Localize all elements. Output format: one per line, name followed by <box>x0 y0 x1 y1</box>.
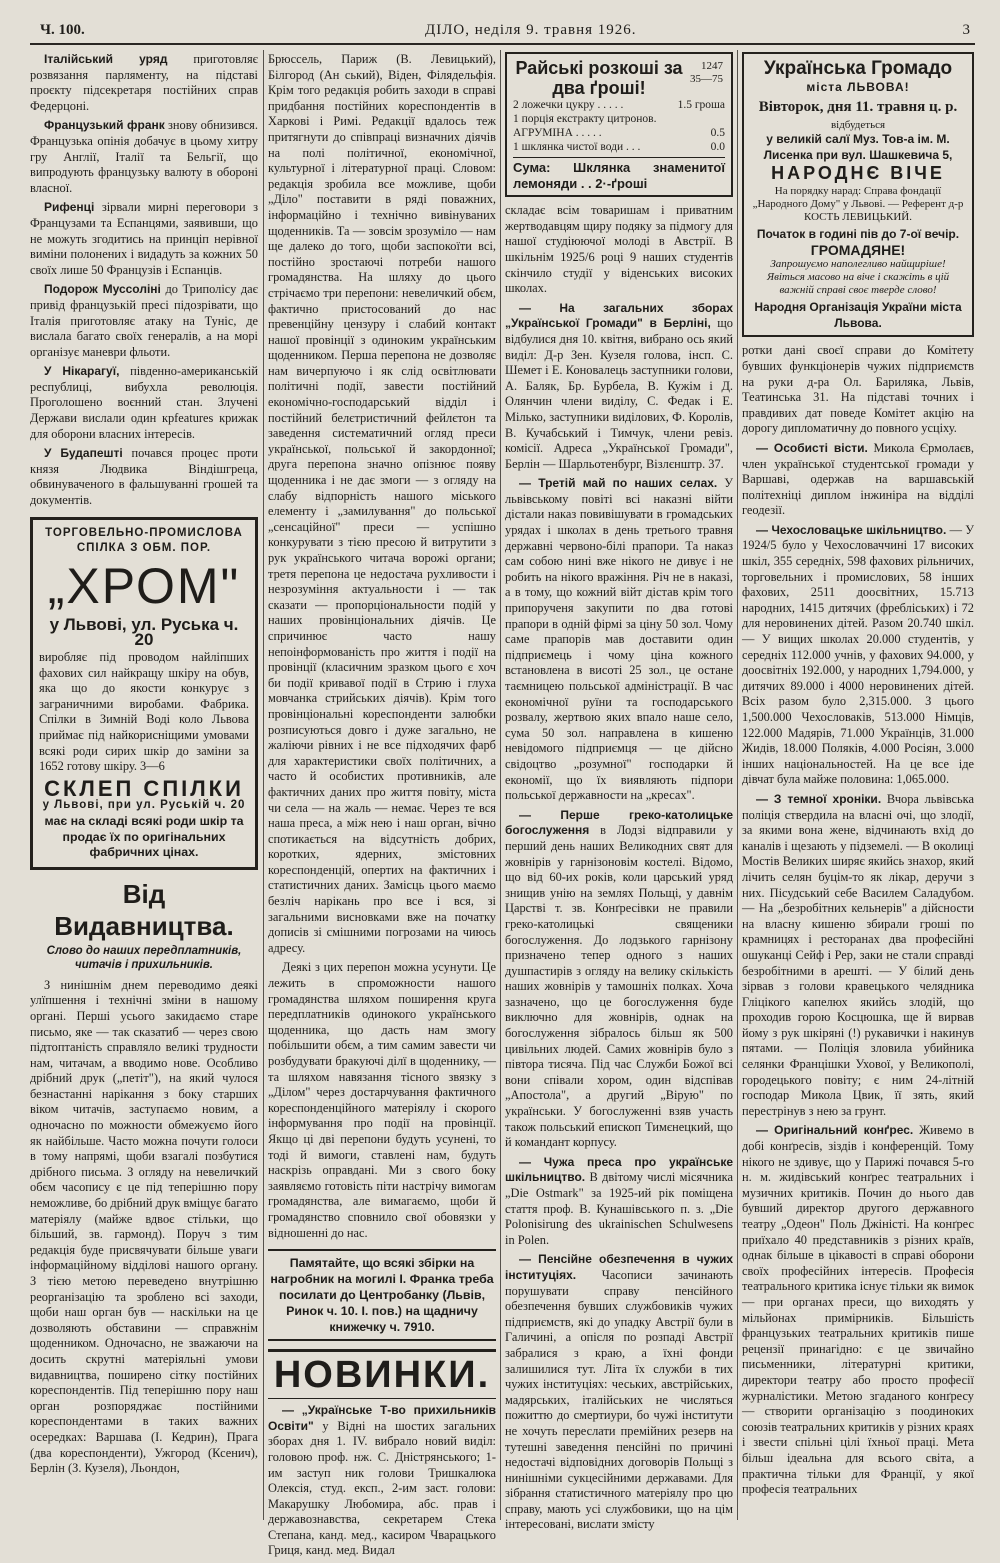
notice-date: Вівторок, дня 11. травня ц. р. <box>758 98 958 115</box>
notice-call: ГРОМАДЯНЕ! <box>810 241 906 258</box>
news-text: до Триполісу дає привід французькій пресі підозрівати, що Італія приготовляє атаку на Туніс, де вислала багато своїх генералів, а на морі організує маневри фльоти. <box>30 282 258 359</box>
notice-subtitle: міста ЛЬВОВА! <box>806 80 910 94</box>
ad-total: Сума: Шклянка знаменитої лемоняди . . 2·-ґроші <box>513 157 725 191</box>
news-item <box>742 792 974 1119</box>
header-rule <box>30 43 975 45</box>
news-text: Живемо в добі конґресів, зіздів і конференцій. Тому нікого не здивує, що у Парижі почався 5-го н. м. жидівський конґрес театральних і музичних критиків. Почин до нього дав бувший директор другого державного театру „Одеон" Поль Джіністі. На конґрес приїхало 40 представників з різних країв, однак більше в цікавості в справі оборони своїх професійних інтересів. Професія театрального критика існує тільки як вимок — при органах преси, що виходять у мільйонах примірників. Більшість французьких театральних критиків пише рецензії принагідно: є це звичайно письменники, літературні критики, директори театру або просто професії журналістики. Метою згаданого конґресу — створити організацію з поодиноких союзів театральних критиків у різних краях і звести спільні цілі їхньої праці. Мета більш ідеальна для всього світа, а практична тільки для Франції, у якої професія театральних <box>742 1123 974 1497</box>
news-lead: — З темної хроніки. <box>756 791 882 806</box>
ad-row <box>513 140 725 154</box>
news-text: що відбулися дня 10. квітня, вибрано ось який виділ: Д-р Зен. Кузеля голова, інсп. С. Шемет і Е. Коновалець заступники голови, А. Баляк, Бр. Бурбела, В. Кужім і Д. Олянчин члени виділу, С. Федак і Е. Мілько, заступники виділових, Ф. Королів, В. Кучабський і Тимчук, члени ревіз. комісії. Адреса „Української Громади", Берлін — Шарльотенбург, Візлєнштр. 37. <box>505 316 733 471</box>
notice-place: у великій салї Муз. Тов-а ім. М. Лисенка при вул. Шашкевича 5, <box>763 132 953 162</box>
publisher-subtitle: Слово до наших передплатників, читачів і прихильників. <box>46 944 242 971</box>
news-item <box>505 1252 733 1533</box>
issue-number: Ч. 100. <box>40 22 85 38</box>
news-item <box>30 364 258 442</box>
news-lead: — Пенсійне обезпечення в чужих інституціях. <box>505 1252 733 1282</box>
row-value: 1.5 гроша <box>677 99 725 111</box>
agrumina-advertisement <box>505 52 733 197</box>
page-header <box>30 22 975 44</box>
page-number: 3 <box>962 22 970 38</box>
ad-title: Райські розкоші за два ґроші! <box>515 58 683 98</box>
news-lead: — Оригінальний конґрес. <box>756 1123 914 1138</box>
row-label: 1 порція екстракту цитронов. <box>513 113 657 125</box>
news-item <box>268 1403 496 1559</box>
ad-row <box>513 126 725 140</box>
news-item <box>742 441 974 519</box>
row-label: АГРУМІНА . . . . . <box>513 127 602 139</box>
news-text: у Відні на шостих загальних зборах дня 1. IV. вибрало новий виділ: головою проф. нж. С. Дністрянського; 1-им заступ ник голови Тришкалюка Олексія, студ. експ., 2-им заст. голови: Макарушку Любомира, абс. прав і державознавства, секретарем Стека Степана, канд. мед., касиром Чварацького Гриця, канд. мед. Видал <box>268 1418 496 1558</box>
news-lead: Французький франк <box>44 118 165 133</box>
news-lead: — Чехословацьке шкільництво. <box>756 522 947 537</box>
row-label: 1 шклянка чистої води . . . <box>513 141 641 153</box>
news-item <box>505 1155 733 1249</box>
notice-agenda: На порядку нарад: Справа фондації „Народного Дому" у Львові. — Референт д-р КОСТЬ ЛЕВИЦЬКИЙ. <box>752 184 964 223</box>
notice-title: Українська Громадо <box>763 58 953 79</box>
news-item <box>30 446 258 508</box>
news-lead: Італійський уряд <box>44 52 168 66</box>
news-item <box>505 301 733 473</box>
news-text: приготовляє розвязання парляменту, на підставі проєкту підсекретаря постійних справ Федерцоні. <box>30 52 258 113</box>
news-item <box>505 808 733 1151</box>
ad-brand: „ХРОМ" <box>47 557 241 614</box>
news-text: Часописи зачинають порушувати справу пенсійного обезпечення бувших службовиків чужих підприємств, які до упадку Австрії були в Галичині, а опісля по розпаді Австрії забралися з краю, а їхні фонди залишилися тут. Літа їх служби в тих чужих інституціях: чеських, австрійських, мадярських, італійських не числяться пожиттю до смертиури, бо чужі інститути не хочуть переслати премійних резерв на тутешні заведення пенсійні по причині недостачі відповідних договорів Польщі з нинішніми сукцесійними державами. Для зібрання статистичного матеріялу про цю справу, мають усі службовики, що на цім інтересовані, вислати змісту <box>505 1267 733 1532</box>
ad-company-form: СПІЛКА З ОБМ. ПОР. <box>76 542 212 555</box>
news-text: ротки дані своєї справи до Комітету бувших функціонерів чужих підприємств на руки д-ра Ол. Барилякa, Львів, Театинська 31. На підставі точних і правдивих дат поведе Комітет акцію на дорогу дипломатичну до повного усціху. <box>742 343 974 436</box>
notice-held: відбудеться <box>830 119 886 132</box>
news-text: Микола Єрмолаєв, член української студентської громади у Варшаві, одержав на варшавській політехніці диплом інжиніра на відділі геодезії. <box>742 440 974 518</box>
news-section-title: НОВИНКИ. <box>268 1349 496 1399</box>
ad-code: 1247 35—75 <box>690 60 723 85</box>
news-lead: У Нікарагуї, <box>44 364 120 379</box>
news-lead: — Чужа преса про українське шкільництво. <box>505 1154 733 1185</box>
ad-store-title: СКЛЕП СПІЛКИ <box>44 775 244 801</box>
news-item <box>30 282 258 360</box>
news-text: знову обнизився. Французька опінія добачує в цьому хитру гру Англії, Італії та Бельгії, що випродують французьку валюту в обороні власної. <box>30 118 258 195</box>
news-lead: — На загальних зборах „Української Громади" в Берліні, <box>505 300 733 331</box>
news-item <box>742 523 974 788</box>
column-divider <box>737 50 738 1520</box>
news-text: В двітому числі місячника „Die Ostmark" за 1925-ий рік поміщена стаття проф. В. Кунашівського п. з. „Die Polonisirung des ukrainischen Schulwesens in Polen. <box>505 1170 733 1247</box>
news-lead: — Третій май по наших селах. <box>519 476 718 491</box>
ad-store-address: у Львові, при ул. Руській ч. 20 <box>42 799 246 812</box>
notice-start: Початок в годині пів до 7-ої вечір. <box>756 226 960 241</box>
column-3 <box>505 52 733 1537</box>
news-item <box>505 476 733 803</box>
public-meeting-notice <box>742 52 974 337</box>
row-value: 0.0 <box>710 141 725 153</box>
publisher-text-continued: Брюссель, Париж (В. Левицький), Білгород (Ан ський), Віден, Філядельфія. Крім того редакція робить заходи в справі придбання постійних кореспондентів в Харкові і Римі. Редакції вдалось теж притягнути до співпраці визначних діячів на полі політичної, економічної, культурної і літературної праці. Словом: редакція зробила все можливе, щоби „Діло" поставити в ряді поважних, інформаційно і технічно вивінуваних щоденників. Та — зовсім зрозуміло — нам ще далеко до того, щоби заспокоїти всі, постійно зростаючі потреби нашого громадянства. На шляху до цього стрічаємо три перепони: невеличкий обєм, фактично пристосований до нас превенційну цензуру і слабий контакт нашої провінції з одиноким українським щоденником. Перша перепона не дозволяє нам вичерпуючо і як слід освітлювати політичні події, завести постійний економічно-господарський відділ і постійний белєтристичний фейлєтон та заведення систематичний огляд преси української, польської й закордонної; друга перепона значно опізнює появу щоденника і не дає змоги — з огляду на слабу відпорність нашого міського елементу і „замилування" до польської „сенсаційної" преси — успішно конкурувати з тією пресою й витрутити з рук українського читача ворожі органи; третя перепона це недостача рухливости і незрозуміння актуальности і — так сказати — пропорціональности подій у наших провінціональних діячів. Це спричинює часто нашу непоінформованість про життя і події на провінції (класичним зразком цього є хоч би події кривавої події в Стрию і глуха мовчанка стрийських діячів). Крім того провінціональні кореспонденти залюбки розписуються довго і дуже загально, не жаліючи рівних і не все підходячих фарб для характеристики своїх політичних, а часто й особистих противників, але фактичних даних про життя повіту, міста чи села — на жаль — немає. Через те вся наша преса, а між нею і наш орган, вічно спотикається на відсутність добрих, коротких, ядерних, змістовних кореспонденцій, опертих на фактичних і статистичних даних. Замісць цього маємо безліч нарікань про все і вся, зі загальними висновками вже на початку дописів зі смішними погрозами на чиюсь адресу. <box>268 52 496 955</box>
column-2 <box>268 52 496 1563</box>
row-value: 0.5 <box>710 127 725 139</box>
ad-address: у Львові, ул. Руська ч. 20 <box>49 614 239 650</box>
news-item <box>742 1123 974 1497</box>
notice-appeal: Запрошуємо наполегливо найщиріше! Явіться масово на віче і скажіть в цій важній справі своє тверде слово! <box>766 258 950 297</box>
row-label: 2 ложечки цукру . . . . . <box>513 99 624 111</box>
news-text: Вчора львівська поліція ствердила на власні очі, що злодії, за якими вона жене, відчинають вхід до каналів і щезають у підземелі. — В околиці Мостів Великих ширяє якийсь знахор, який лічить селян буцім-то як лікар, деручи з них. Пісудський себе Василем Саладубом. — На „безробітних кельнерів" а дійсности на власну кишеню збирали гроші по крамницях і ресторанах два професійні ошуканці Сейф і Рер, заки не стали справді безробітними в арешті. — У білий день зірвав з голови кравецького челядника Гліцікого капелюх якийсь злодій, що проходив горою Косцюшка, ще й вирвав йому з рук шкіряні (!) рукавички і накинув пятами. — Поліція зловила убийника селянки Францішки Ухової, у Великополі, городецького повіту; є ним 24-літній господар Микола Цвик, її зять, який перестрінув з нею за грунт. <box>742 791 975 1118</box>
news-lead: — Особисті вісти. <box>756 440 868 455</box>
news-text: в Лодзі відправили у перший день наших Великодних свят для жовнірів у гарнізоновім костелі. Відомо, що від 60-их років, коли царський уряд знищив унію на землях Польщі, у давнім Царстві т. зв. Конґресівки не правили греко-католицькі священики богослуження. До лодзького гарнізону призначено тепер одного з наших душпастирів з огляду на велику скількість наших жовнірів у тамошніх полках. Хоча зазначено, що це богослуження буде виключно для жовнірів, однак на богослуження зібралось більш як 500 цивільних людей. Самих жовнірів було з півтора тисяча. Під час Служби Божої всі вони співали хором, один відспівав „Апостола", а другий „Вірую" по українськи. У богослуженні взяв участь також польський епископ Тимєнецкий, що й командант корпусу. <box>505 823 733 1150</box>
news-lead: — „Українське Т-во прихильників Освіти" <box>268 1403 496 1433</box>
publisher-text: З нинішнім днем переводимо деякі улїпшення і технічні зміни в нашому органі. Перші усього закидаємо старе письмо, яке — так сказатиб — через свою підтоптаність справляло великі трудности нам, читачам, а вводимо нове. Особливо дрібний друк („петіт"), на який чулося безнастанні нарікання з боку старших віком читачів, заступаємо новим, а одночасно по можности обмежуємо його як найбільше. Часто можна почути голоси в тому напрямі, щоби взагалі позбутися дрібного письма. З огляду на невеличкий обєм часопису є це під теперішню пору неможливе, бо дрібний друк вміщує багато матеріялу (майже вдвоє стільки, що більший, зв. гармонд). Поруч з тим редакція буде присвячувати більше уваги інформаційному відділові нашого органу. З тією метою переведено внутрішню реорганізацію та зроблено всі заходи, щоби наш орган був — наскільки на це дозволяють обставини — справжнім щоденником. Одночасно, не зважаючи на досить скрутні матеріяльні умови видавництва, поширено сітку постійних кореспондентів. Під теперішню пору наш орган розпоряджає постійними кореспондентами в таких важних осередках: Варшава (І. Кедрин), Прага (два кореспонденти), Ужгород (Ксенич), Берлін (З. Кузеля), Льондон, <box>30 977 258 1476</box>
news-text: складає всім товаришам і приватним жертводавцям щиру подяку за підмогу для нашої студіюючої молоді в Австрії. В шкільнім 1925/6 році 9 наших студентів скінчило студії у віденських високих школах. <box>505 203 733 296</box>
notice-signature: Народня Організація України міста Львова. <box>754 300 962 330</box>
news-text: почався процес проти князя Людвика Віндішгреца, обвинуваченого в фальшуванні грошей та документів. <box>30 446 258 508</box>
news-item <box>30 118 258 196</box>
notice-event: НАРОДНЄ ВІЧЕ <box>771 163 945 184</box>
chrom-advertisement <box>30 517 258 870</box>
masthead-date: ДІЛО, неділя 9. травня 1926. <box>425 22 637 38</box>
ad-row <box>513 98 725 112</box>
column-divider <box>500 50 501 1520</box>
franko-notice: Памятайте, що всякі збірки на нагробник на могилі І. Франка треба посилати до Центробанку (Львів, Ринок ч. 10. І. пов.) на щадничу книжечку ч. 7910. <box>268 1249 496 1341</box>
news-text: У львівському повіті всі наказні війти дістали наказ повивішувати в громадських урядах і школах в день третього травня державні червоно-білі прапори. Та наказ сам собою нині вже нікого не дивує і не робить на нікого вражіння. Річ не в наказі, а в тому, що кожний війт дістав крім того припорученя закупити по два готові прапори в одній фірмі за ціну 50 зол. Чому саме прапорів мав доставити один підприємець і чому ціна кожного встановлена в висоті 25 зол., це остане таємницею польської адміністрації. В час економічної руїни та господарського розвалу, жертвою яких впало наше село, сума 50 зол. направлена в кишеню невідомого підприємця — це дійсно свідоцтво „розумної" господарки й економії, що їх виявляють підпори польської державности на „кресах". <box>505 476 733 803</box>
ad-store-text: має на складі всякі роди шкір та продає їх по оригінальних фабричних цінах. <box>44 813 244 860</box>
publisher-title: Від Видавництва. <box>54 878 234 941</box>
news-item <box>30 52 258 114</box>
news-text: — У 1924/5 було у Чехословаччині 17 високих шкіл, 355 середніх, 598 фахових рільничих, торговельних і промислових, 58 інших фахових, 2511 доосвітних, 15.713 народних, 1415 дитячих (фребліських) і 72 для неровинених дітей. Разом 20.740 шкіл. — У вищих школах 20.000 студентів, у середніх 112.000 учнів, у фахових 94.000, у доосвітніх 192.000, у народних 1,794.000, у дитячих 89.000 і 4000 неровинених дітей. Всіх разом було 2,315.000. З цього 1,500.000 Чехословаків, 513.000 Німців, 122.000 Мадярів, 71.000 Українців, 31.000 Жидів, 18.000 Поляків, 4.000 Росіян, 3.000 інших національностей. На це все іде дівчат була майже половина: 1,065.000. <box>742 522 974 787</box>
column-divider <box>263 50 264 1520</box>
news-text: південно-американській республиці, вибухла революція. Проголошено воєнний стан. Злучені Держави вислали один крfeatures крижак для оборони власних інтересів. <box>30 364 258 441</box>
news-lead: У Будапешті <box>44 446 123 461</box>
ad-text: виробляє під проводом найліпших фахових сил найкращу шкіру на обув, яка що до якости конкурує з заграничними виробами. Фабрика. Спілки в Зимній Воді коло Львова приймає під найкорисніщими умовами всякі роди сирих шкір до заміни за 1652 готову шкіру. 3—6 <box>39 650 249 774</box>
publisher-text-closing: Деякі з цих перепон можна усунути. Це лежить в спроможности нашого громадянства шляхом поширення круга передплатників одинокого українського щоденника, що дасть нам змогу побільшити обєм, а тим самим завести чи розбудувати бракуючі ділї в щоденнику, — та шляхом навязання тісного звязку з „Ділом" через достарчування фактичного кореспонденційного матеріялу і скорого інформування про події на провінції. Якщо ці дві перепони будуть усунені, то тоді й вимоги, ставлені нам, будуть наскрізь оправдані. Ми з свого боку заявляємо готовість піти настрічу вимогам громадянства, але вимагаємо, щоби й громадянство сповнило свої обовязки у відношенні до нас. <box>268 960 496 1240</box>
news-lead: Подорож Муссоліні <box>44 282 161 297</box>
column-1 <box>30 52 258 1481</box>
news-lead: Рифенці <box>44 200 95 215</box>
news-item <box>30 200 258 278</box>
ad-row <box>513 112 725 126</box>
ad-company-type: ТОРГОВЕЛЬНО-ПРОМИСЛОВА <box>45 526 243 539</box>
news-text: зірвали мирні переговори з Французами та Еспанцями, заявивши, що не можуть згодитись на принціп нерівної виміни полонених і видадуть за кожних 50 своїх лише 50 Французів і Еспанців. <box>30 200 258 277</box>
column-4 <box>742 52 974 1502</box>
news-lead: — Перше греко-католицьке богослуження <box>505 807 733 838</box>
